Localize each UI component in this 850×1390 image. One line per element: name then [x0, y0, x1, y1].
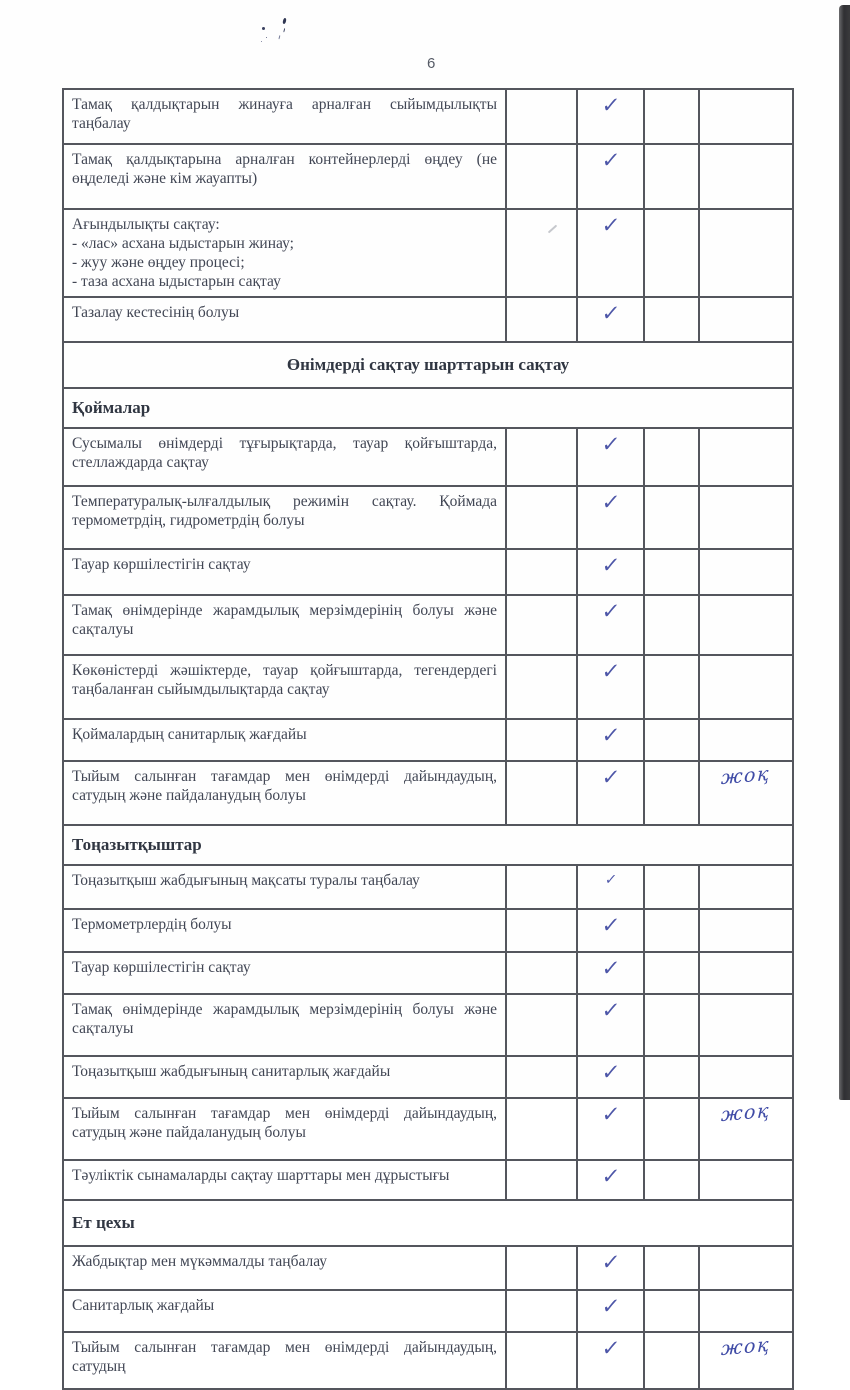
- check-cell: [577, 1246, 644, 1290]
- requirement-text: Тазалау кестесінің болуы: [63, 297, 506, 342]
- col1-cell: [506, 865, 577, 909]
- table-row: [63, 428, 793, 486]
- requirement-text: Тамақ өнімдерінде жарамдылық мерзімдерінің болуы және сақталуы: [63, 595, 506, 655]
- col3-cell: [644, 1290, 699, 1332]
- note-cell: [699, 1246, 793, 1290]
- col3-cell: [644, 486, 699, 549]
- check-cell: [577, 994, 644, 1056]
- table-row: [63, 865, 793, 909]
- col1-cell: [506, 595, 577, 655]
- checkmark-icon: ✓: [600, 912, 621, 938]
- check-cell: [577, 89, 644, 144]
- col1-cell: [506, 1290, 577, 1332]
- table-row: [63, 1056, 793, 1098]
- section-title: Өнімдерді сақтау шарттарын сақтау: [63, 342, 793, 388]
- requirement-line: Ағындылықты сақтау:: [72, 216, 220, 233]
- col3-cell: [644, 719, 699, 761]
- col3-cell: [644, 865, 699, 909]
- table-row: [63, 549, 793, 595]
- requirement-text: Температуралық-ылғалдылық режимін сақтау. Қоймада термометрдің, гидрометрдің болуы: [63, 486, 506, 549]
- note-cell: [699, 655, 793, 719]
- check-cell: [577, 428, 644, 486]
- col1-cell: [506, 1056, 577, 1098]
- note-cell: [699, 1332, 793, 1389]
- requirement-text: Тауар көршілестігін сақтау: [63, 549, 506, 595]
- col3-cell: [644, 1160, 699, 1200]
- note-cell: [699, 144, 793, 209]
- handwritten-note: жоқ: [721, 1333, 772, 1361]
- table-row: [63, 994, 793, 1056]
- note-cell: [699, 1056, 793, 1098]
- col3-cell: [644, 761, 699, 825]
- note-cell: [699, 909, 793, 952]
- check-cell: [577, 1056, 644, 1098]
- col1-cell: [506, 486, 577, 549]
- handwritten-note: жоқ: [721, 1099, 772, 1127]
- col3-cell: [644, 655, 699, 719]
- checkmark-icon: ✓: [600, 1249, 621, 1275]
- col1-cell: [506, 994, 577, 1056]
- check-cell: [577, 549, 644, 595]
- table-row: [63, 595, 793, 655]
- col1-cell: [506, 209, 577, 297]
- inspection-checklist-table: [62, 88, 794, 1390]
- subsection-title: Қоймалар: [63, 388, 793, 428]
- note-cell: [699, 1098, 793, 1160]
- ink-speck: [262, 27, 265, 30]
- col1-cell: [506, 1160, 577, 1200]
- note-cell: [699, 89, 793, 144]
- note-cell: [699, 952, 793, 994]
- note-cell: [699, 761, 793, 825]
- col1-cell: [506, 719, 577, 761]
- col3-cell: [644, 209, 699, 297]
- check-cell: [577, 486, 644, 549]
- col1-cell: [506, 144, 577, 209]
- col1-cell: [506, 89, 577, 144]
- check-cell: [577, 719, 644, 761]
- check-cell: [577, 209, 644, 297]
- requirement-text: Тамақ қалдықтарына арналған контейнерлерді өңдеу (не өңделеді және кім жауапты): [63, 144, 506, 209]
- table-row: [63, 1098, 793, 1160]
- checkmark-icon: ✓: [600, 955, 621, 981]
- checkmark-icon: ✓: [600, 764, 621, 790]
- subsection-title: Тоңазытқыштар: [63, 825, 793, 865]
- page-number: 6: [427, 55, 436, 72]
- check-cell: [577, 144, 644, 209]
- requirement-text: Тыйым салынған тағамдар мен өнімдерді дайындаудың, сатудың: [63, 1332, 506, 1389]
- checkmark-icon: ✓: [600, 1101, 621, 1127]
- col1-cell: [506, 549, 577, 595]
- check-cell: [577, 952, 644, 994]
- col1-cell: [506, 909, 577, 952]
- checkmark-icon: ✓: [600, 1163, 621, 1189]
- checkmark-icon: ✓: [600, 431, 621, 457]
- table-row: [63, 1246, 793, 1290]
- check-cell: [577, 595, 644, 655]
- note-cell: [699, 865, 793, 909]
- note-cell: [699, 994, 793, 1056]
- handwritten-note: жоқ: [721, 762, 772, 790]
- note-cell: [699, 486, 793, 549]
- requirement-text: [63, 209, 506, 297]
- col3-cell: [644, 549, 699, 595]
- table-row: [63, 952, 793, 994]
- col3-cell: [644, 428, 699, 486]
- note-cell: [699, 209, 793, 297]
- note-cell: [699, 549, 793, 595]
- requirement-text: Тауар көршілестігін сақтау: [63, 952, 506, 994]
- requirement-text: Тоңазытқыш жабдығының мақсаты туралы таңбалау: [63, 865, 506, 909]
- col1-cell: [506, 428, 577, 486]
- note-cell: [699, 595, 793, 655]
- check-cell: [577, 297, 644, 342]
- col1-cell: [506, 1246, 577, 1290]
- col3-cell: [644, 1056, 699, 1098]
- requirement-text: Тыйым салынған тағамдар мен өнімдерді дайындаудың, сатудың және пайдаланудың болуы: [63, 761, 506, 825]
- scanner-edge-shadow: [839, 5, 850, 1100]
- checkmark-icon: ✓: [600, 1335, 621, 1361]
- table-row: [63, 144, 793, 209]
- checkmark-icon: ✓: [600, 552, 621, 578]
- col3-cell: [644, 1332, 699, 1389]
- col3-cell: [644, 1098, 699, 1160]
- col3-cell: [644, 952, 699, 994]
- checkmark-icon: ✓: [600, 212, 621, 238]
- checkmark-icon: ✓: [600, 997, 621, 1023]
- table-row: [63, 1160, 793, 1200]
- col1-cell: [506, 655, 577, 719]
- col3-cell: [644, 89, 699, 144]
- col3-cell: [644, 994, 699, 1056]
- table-row: [63, 761, 793, 825]
- checkmark-icon: ✓: [600, 1059, 621, 1085]
- col1-cell: [506, 952, 577, 994]
- table-row: [63, 297, 793, 342]
- requirement-line: - «лас» асхана ыдыстарын жинау;: [72, 235, 294, 252]
- requirement-text: Жабдықтар мен мүкәммалды таңбалау: [63, 1246, 506, 1290]
- requirement-text: Тәуліктік сынамаларды сақтау шарттары мен дұрыстығы: [63, 1160, 506, 1200]
- requirement-text: Тыйым салынған тағамдар мен өнімдерді дайындаудың, сатудың және пайдаланудың болуы: [63, 1098, 506, 1160]
- table-row: [63, 655, 793, 719]
- checkmark-icon: ✓: [600, 722, 621, 748]
- section-header-row: [63, 342, 793, 388]
- note-cell: [699, 297, 793, 342]
- check-cell: [577, 909, 644, 952]
- check-cell: [577, 1332, 644, 1389]
- col3-cell: [644, 144, 699, 209]
- check-cell: [577, 655, 644, 719]
- checkmark-icon: ✓: [600, 92, 621, 118]
- requirement-line: - жуу және өңдеу процесі;: [72, 254, 245, 271]
- subsection-title: Ет цехы: [63, 1200, 793, 1246]
- subsection-header-row: [63, 825, 793, 865]
- col1-cell: [506, 761, 577, 825]
- requirement-text: Термометрлердің болуы: [63, 909, 506, 952]
- check-cell: [577, 1290, 644, 1332]
- requirement-text: Сусымалы өнімдерді тұғырықтарда, тауар қойғыштарда, стеллаждарда сақтау: [63, 428, 506, 486]
- checkmark-icon: ✓: [600, 489, 621, 515]
- checkmark-icon: ✓: [600, 300, 621, 326]
- checkmark-icon: ✓: [600, 147, 621, 173]
- check-cell: [577, 1160, 644, 1200]
- ink-speck: [282, 18, 286, 25]
- note-cell: [699, 1160, 793, 1200]
- requirement-text: Қоймалардың санитарлық жағдайы: [63, 719, 506, 761]
- col1-cell: [506, 1098, 577, 1160]
- note-cell: [699, 1290, 793, 1332]
- checkmark-icon: ✓: [603, 871, 618, 889]
- col3-cell: [644, 1246, 699, 1290]
- table-row: [63, 719, 793, 761]
- check-cell: [577, 865, 644, 909]
- requirement-text: Тамақ өнімдерінде жарамдылық мерзімдерінің болуы және сақталуы: [63, 994, 506, 1056]
- checkmark-icon: ✓: [600, 1293, 621, 1319]
- table-row: [63, 1290, 793, 1332]
- col3-cell: [644, 595, 699, 655]
- requirement-text: Санитарлық жағдайы: [63, 1290, 506, 1332]
- col3-cell: [644, 297, 699, 342]
- col1-cell: [506, 297, 577, 342]
- table-row: [63, 486, 793, 549]
- table-row: [63, 89, 793, 144]
- note-cell: [699, 719, 793, 761]
- col3-cell: [644, 909, 699, 952]
- requirement-text: Тамақ қалдықтарын жинауға арналған сыйымдылықты таңбалау: [63, 89, 506, 144]
- col1-cell: [506, 1332, 577, 1389]
- subsection-header-row: [63, 1200, 793, 1246]
- note-cell: [699, 428, 793, 486]
- check-cell: [577, 1098, 644, 1160]
- table-row: [63, 209, 793, 297]
- table-row: [63, 909, 793, 952]
- requirement-text: Көкөністерді жәшіктерде, тауар қойғыштарда, тегендердегі таңбаланған сыйымдылықтарда сақтау: [63, 655, 506, 719]
- subsection-header-row: [63, 388, 793, 428]
- checkmark-icon: ✓: [600, 658, 621, 684]
- requirement-text: Тоңазытқыш жабдығының санитарлық жағдайы: [63, 1056, 506, 1098]
- requirement-line: - таза асхана ыдыстарын сақтау: [72, 273, 281, 290]
- table-row: [63, 1332, 793, 1389]
- checkmark-icon: ✓: [600, 598, 621, 624]
- check-cell: [577, 761, 644, 825]
